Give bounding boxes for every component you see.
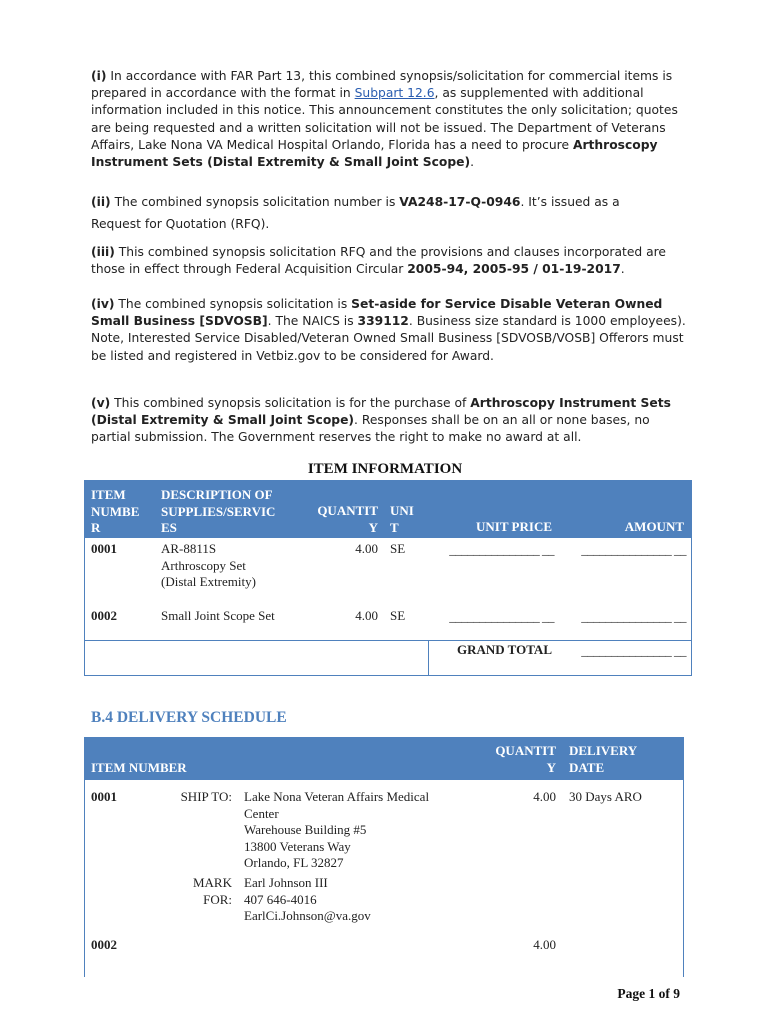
contact-phone: 407 646-4016 bbox=[244, 891, 317, 907]
header-text: ITEM NUMBE R bbox=[91, 487, 140, 535]
paragraph-label: (ii) bbox=[91, 195, 111, 209]
paragraph-label: (i) bbox=[91, 69, 107, 83]
delivery-date: 30 Days ARO bbox=[569, 789, 642, 804]
address-line: Orlando, FL 32827 bbox=[244, 855, 344, 870]
item-information-title: ITEM INFORMATION bbox=[307, 461, 463, 477]
paragraph-text: . The NAICS is bbox=[267, 314, 358, 329]
address-line: Lake Nona Veteran Affairs Medical bbox=[244, 789, 430, 804]
paragraph-iv bbox=[91, 296, 691, 365]
ship-to-label: SHIP TO: bbox=[180, 789, 232, 804]
header-delivery-date: DELIVERY DATE bbox=[569, 743, 637, 775]
address-line: Center bbox=[244, 805, 279, 821]
header-item-number: ITEM NUMBER bbox=[91, 760, 187, 775]
label-line: MARK bbox=[192, 875, 232, 890]
item-number: 0001 bbox=[91, 541, 117, 556]
paragraph-iii bbox=[91, 244, 691, 278]
address-line: Warehouse Building #5 bbox=[244, 822, 367, 837]
delivery-quantity: 4.00 bbox=[533, 937, 556, 952]
item-number: 0002 bbox=[91, 937, 117, 952]
item-unit: SE bbox=[390, 608, 406, 623]
item-quantity: 4.00 bbox=[355, 541, 378, 556]
paragraph-text: . It’s issued as a Request for Quotation (RFQ). bbox=[91, 195, 620, 231]
mark-for-contact bbox=[244, 875, 474, 925]
page-number: Page 1 of 9 bbox=[617, 986, 680, 1001]
delivery-row bbox=[91, 789, 151, 806]
table-row bbox=[91, 608, 151, 625]
header-description bbox=[161, 487, 291, 537]
amount-field[interactable]: _______________ __ bbox=[581, 542, 686, 557]
paragraph-text: This combined synopsis solicitation is for the purchase of bbox=[110, 396, 471, 410]
header-amount bbox=[570, 519, 684, 536]
naics-code: 339112 bbox=[357, 314, 409, 329]
paragraph-text: . bbox=[470, 155, 475, 170]
unit-price-field[interactable]: _______________ __ bbox=[449, 609, 554, 624]
divider bbox=[428, 640, 429, 676]
delivery-row bbox=[91, 937, 151, 954]
header-item-number bbox=[91, 487, 151, 537]
subpart-link[interactable]: Subpart 12.6 bbox=[354, 86, 435, 101]
paragraph-text: The combined synopsis solicitation number is bbox=[110, 195, 400, 209]
amount-field[interactable]: _______________ __ bbox=[581, 609, 686, 624]
paragraph-label: (v) bbox=[91, 396, 111, 410]
ship-to-address bbox=[244, 789, 474, 872]
paragraph-label: (iv) bbox=[91, 297, 115, 311]
set-aside-type: Set-aside for Service Disable Veteran Owned Small Business [SDVOSB] bbox=[91, 297, 663, 329]
procurement-item: Arthroscopy Instrument Sets (Distal Extremity & Small Joint Scope) bbox=[91, 137, 658, 170]
header-unit bbox=[390, 503, 422, 536]
paragraph-v bbox=[91, 395, 691, 447]
contact-name: Earl Johnson III bbox=[244, 875, 328, 890]
paragraph-text: The combined synopsis solicitation is bbox=[114, 297, 352, 311]
delivery-quantity: 4.00 bbox=[533, 789, 556, 804]
paragraph-text: . bbox=[620, 262, 625, 277]
description-line: AR-8811S bbox=[161, 541, 217, 556]
item-unit: SE bbox=[390, 541, 406, 556]
item-number: 0001 bbox=[91, 789, 117, 804]
address-line: 13800 Veterans Way bbox=[244, 838, 351, 854]
header-unit-price bbox=[440, 519, 552, 536]
solicitation-number: VA248-17-Q-0946 bbox=[399, 195, 521, 209]
header-text: UNI T bbox=[390, 503, 414, 535]
label-line: FOR: bbox=[203, 891, 232, 907]
grand-total-field[interactable]: _______________ __ bbox=[581, 643, 686, 658]
item-description bbox=[161, 541, 306, 591]
paragraph-i bbox=[91, 68, 691, 171]
paragraph-label: (iii) bbox=[91, 245, 115, 259]
item-number: 0002 bbox=[91, 608, 117, 623]
procurement-item: Arthroscopy Instrument Sets (Distal Extremity & Small Joint Scope) bbox=[91, 396, 671, 428]
header-quantity bbox=[308, 503, 378, 536]
header-text: AMOUNT bbox=[624, 519, 684, 534]
header-text: DESCRIPTION OF SUPPLIES/SERVIC ES bbox=[161, 487, 276, 535]
item-description bbox=[161, 608, 306, 625]
contact-email[interactable]: EarlCi.Johnson@va.gov bbox=[244, 908, 371, 923]
header-text: QUANTIT Y bbox=[317, 503, 378, 535]
paragraph-text: In accordance with FAR Part 13, this combined synopsis/solicitation for commercial items is prepared in accordance with the format in bbox=[91, 69, 673, 101]
description-line: (Distal Extremity) bbox=[161, 574, 256, 589]
paragraph-text: , as supplemented with additional information included in this notice. This announcement constitutes the only solicitation; quotes are being requested and a written solicitation will not be issued. The Department of Veterans Affairs, Lake Nona VA Medical Hospital Orlando, Florida has a need to procure bbox=[91, 86, 678, 152]
mark-for-label bbox=[160, 875, 232, 908]
header-text: UNIT PRICE bbox=[476, 519, 552, 534]
header-quantity: QUANTIT Y bbox=[495, 743, 556, 775]
paragraph-text: . Business size standard is 1000 employees). Note, Interested Service Disabled/Veteran Owned Small Business [SDVOSB/VOSB] Offerors must be listed and registered in Vetbiz.gov to be considered for Award. bbox=[91, 314, 686, 363]
delivery-schedule-title: B.4 DELIVERY SCHEDULE bbox=[91, 709, 287, 726]
item-quantity: 4.00 bbox=[355, 608, 378, 623]
grand-total-label: GRAND TOTAL bbox=[457, 642, 552, 657]
table-row bbox=[91, 541, 151, 558]
paragraph-text: . Responses shall be on an all or none bases, no partial submission. The Government reserves the right to make no award at all. bbox=[91, 413, 650, 445]
paragraph-ii bbox=[91, 191, 651, 235]
description-line: Small Joint Scope Set bbox=[161, 608, 275, 623]
fac-number: 2005-94, 2005-95 / 01-19-2017 bbox=[407, 262, 621, 277]
description-line: Arthroscopy Set bbox=[161, 557, 246, 573]
divider bbox=[84, 640, 692, 641]
paragraph-text: This combined synopsis solicitation RFQ and the provisions and clauses incorporated are those in effect through Federal Acquisition Circular bbox=[91, 245, 666, 277]
unit-price-field[interactable]: _______________ __ bbox=[449, 542, 554, 557]
